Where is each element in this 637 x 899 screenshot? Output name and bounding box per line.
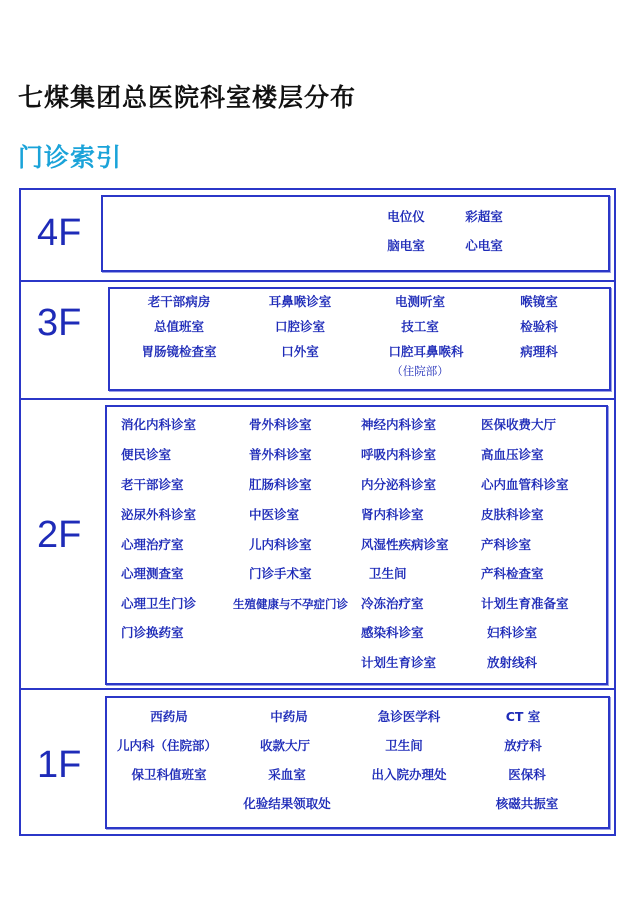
department: 儿内科诊室	[249, 537, 312, 552]
floor-row-1f	[21, 688, 614, 836]
floor-label: 2F	[37, 514, 82, 556]
floor-label: 1F	[37, 744, 82, 786]
department: 口腔诊室	[274, 319, 326, 334]
department-box	[105, 405, 608, 685]
department: 计划生育诊室	[361, 655, 437, 670]
department: 收款大厅	[259, 738, 311, 753]
department: 喉镜室	[520, 294, 558, 309]
department: 生殖健康与不孕症门诊	[233, 597, 348, 611]
floor-label: 4F	[37, 212, 82, 254]
department: 化验结果领取处	[243, 796, 331, 811]
department: 肛肠科诊室	[249, 477, 312, 492]
department: 医保收费大厅	[481, 417, 557, 432]
department: 普外科诊室	[249, 447, 312, 462]
department-box	[108, 287, 611, 391]
floor-directory-table	[19, 188, 616, 836]
department: 放疗科	[504, 738, 542, 753]
department: 冷冻治疗室	[361, 596, 424, 611]
department: 便民诊室	[121, 447, 172, 462]
department: 消化内科诊室	[121, 417, 197, 432]
department: 神经内科诊室	[361, 417, 437, 432]
department: 脑电室	[387, 238, 425, 253]
department: 彩超室	[465, 209, 503, 224]
department-box	[105, 696, 610, 829]
department: 风湿性疾病诊室	[361, 537, 449, 552]
department: 内分泌科诊室	[361, 477, 437, 492]
department: 心内血管科诊室	[481, 477, 569, 492]
department: 感染科诊室	[361, 625, 424, 640]
floor-label: 3F	[37, 302, 82, 344]
department: 出入院办理处	[371, 767, 447, 782]
floor-row-3f	[21, 280, 614, 400]
department: 心理治疗室	[121, 537, 184, 552]
department: 检验科	[520, 319, 558, 334]
floor-row-2f	[21, 398, 614, 690]
department: 产科检查室	[481, 566, 544, 581]
floor-row-4f	[21, 190, 614, 280]
department: 放射线科	[487, 655, 538, 670]
department: 皮肤科诊室	[481, 507, 544, 522]
department: 骨外科诊室	[249, 417, 312, 432]
department: 老干部诊室	[121, 477, 184, 492]
department: 技工室	[401, 319, 439, 334]
department: 西药局	[150, 709, 188, 724]
department: 总值班室	[153, 319, 205, 334]
department: 妇科诊室	[487, 625, 538, 640]
department: 计划生育准备室	[481, 596, 569, 611]
department: 中药局	[270, 709, 308, 724]
department: 心理卫生门诊	[121, 596, 197, 611]
department: 保卫科值班室	[131, 767, 207, 782]
department: 泌尿外科诊室	[121, 507, 197, 522]
department: 卫生间	[369, 566, 407, 581]
department: 儿内科（住院部）	[116, 738, 218, 753]
department: 老干部病房	[147, 294, 211, 309]
department: 呼吸内科诊室	[361, 447, 437, 462]
department: 核磁共振室	[495, 796, 559, 811]
page-title: 七煤集团总医院科室楼层分布	[18, 83, 357, 112]
department: 胃肠镜检查室	[141, 344, 217, 359]
department: 高血压诊室	[481, 447, 544, 462]
department: CT 室	[505, 709, 541, 724]
department: 医保科	[508, 767, 546, 782]
department: 病理科	[520, 344, 558, 359]
department: 口腔耳鼻喉科	[388, 344, 464, 359]
department: 心电室	[465, 238, 503, 253]
department-box	[101, 195, 610, 272]
department: 肾内科诊室	[361, 507, 424, 522]
department-note: （住院部）	[391, 364, 449, 378]
department: 心理测查室	[121, 566, 184, 581]
department: 电位仪	[387, 209, 425, 224]
department: 耳鼻喉诊室	[268, 294, 332, 309]
page-subtitle: 门诊索引	[18, 143, 123, 172]
department: 采血室	[268, 767, 306, 782]
department: 急诊医学科	[377, 709, 441, 724]
department: 电测听室	[394, 294, 446, 309]
department: 中医诊室	[249, 507, 300, 522]
department: 门诊手术室	[249, 566, 312, 581]
department: 卫生间	[385, 738, 423, 753]
department: 口外室	[281, 344, 319, 359]
department: 门诊换药室	[121, 625, 184, 640]
department: 产科诊室	[481, 537, 532, 552]
